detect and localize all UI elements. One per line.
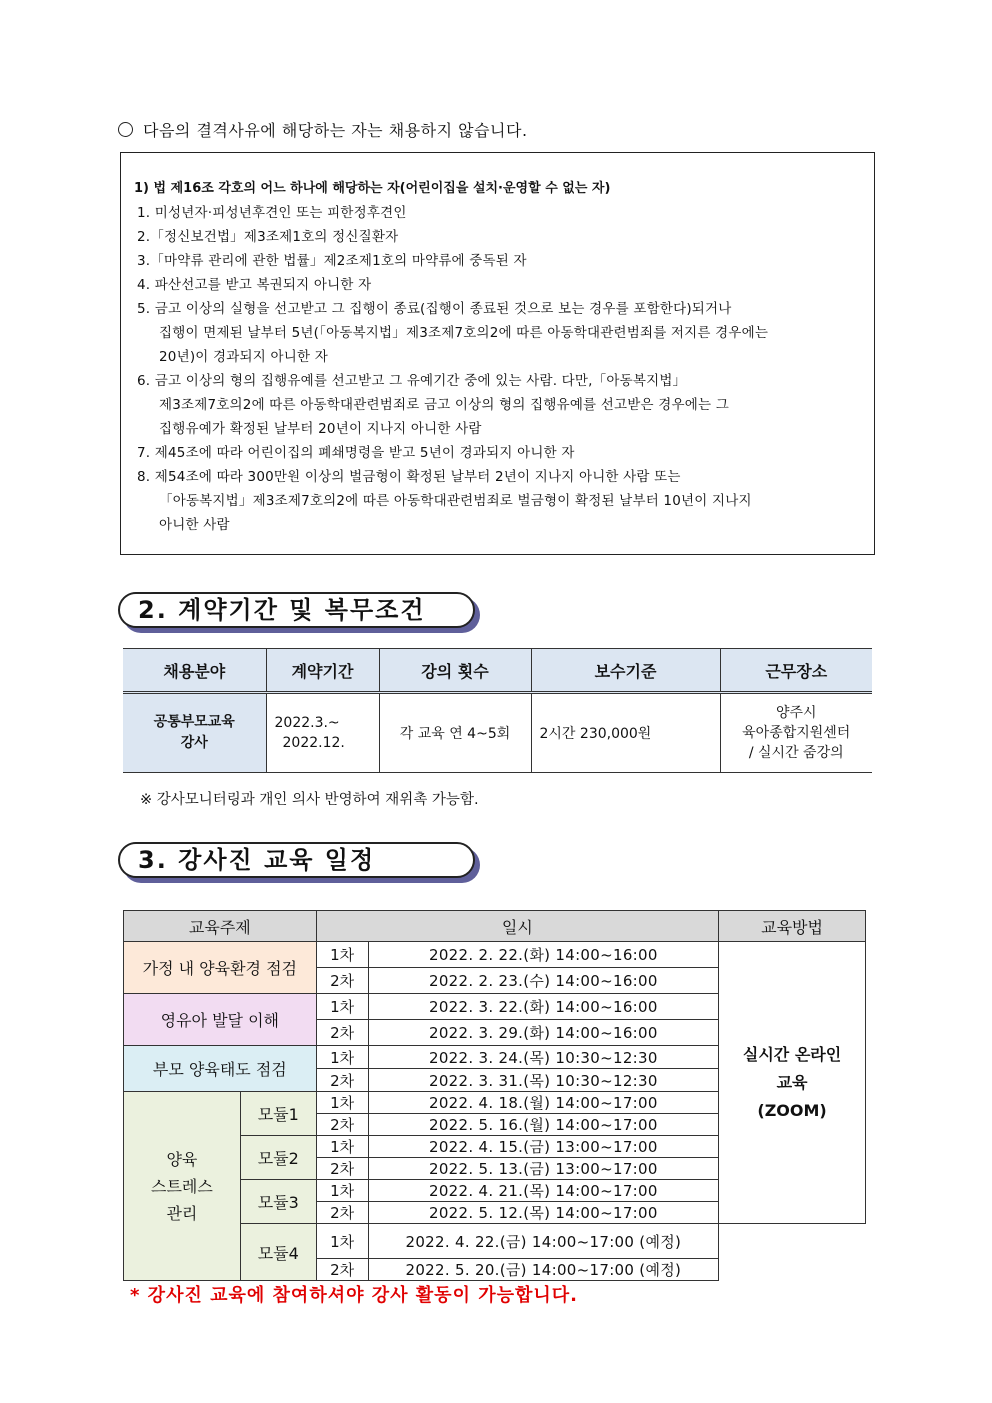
- header-period: 계약기간: [266, 649, 379, 693]
- header-count: 강의 횟수: [379, 649, 531, 693]
- disqualification-intro: [118, 118, 528, 141]
- field-line: 공통부모교육: [153, 714, 235, 730]
- stress-line: 양육: [166, 1149, 198, 1169]
- header-field: 채용분야: [123, 649, 266, 693]
- schedule-header-row: [124, 911, 866, 942]
- disq-item-2: 2.「정신보건법」제3조제1호의 정신질환자: [137, 229, 399, 245]
- table-row: [124, 942, 866, 968]
- session-order: 2차: [316, 1020, 368, 1046]
- cell-count: 각 교육 연 4~5회: [379, 693, 531, 773]
- session-datetime: 2022. 4. 21.(목) 14:00~17:00: [368, 1180, 719, 1202]
- place-line: 육아종합지원센터: [742, 725, 851, 741]
- disq-item-3: 3.「마약류 관리에 관한 법률」제2조제1호의 마약류에 중독된 자: [137, 253, 527, 269]
- disqualification-heading: 1) 법 제16조 각호의 어느 하나에 해당하는 자(어린이집을 설치·운영할 수 없는 자): [134, 181, 611, 196]
- cell-field: [123, 693, 266, 773]
- disq-item-5-cont: 집행이 면제된 날부터 5년(「아동복지법」제3조제7호의2에 따른 아동학대관련범죄를 저지른 경우에는: [159, 325, 769, 341]
- cell-period: [266, 693, 379, 773]
- header-datetime: 일시: [316, 911, 718, 942]
- disq-item-5-cont: 20년)이 경과되지 아니한 자: [159, 349, 328, 365]
- stress-line: 관리: [166, 1203, 198, 1223]
- module-2: 모듈2: [240, 1136, 316, 1180]
- disq-item-6-cont: 제3조제7호의2에 따른 아동학대관련범죄로 금고 이상의 형의 집행유예를 선고받은 경우에는 그: [159, 397, 729, 413]
- disq-item-8-cont: 「아동복지법」제3조제7호의2에 따른 아동학대관련범죄로 벌금형이 확정된 날부터 10년이 지나지: [159, 493, 752, 509]
- session-order: 1차: [316, 1136, 368, 1158]
- header-method: 교육방법: [719, 911, 866, 942]
- disq-item-6: 6. 금고 이상의 형의 집행유예를 선고받고 그 유예기간 중에 있는 사람. 다만,「아동복지법」: [137, 373, 687, 389]
- topic-stress-management: [124, 1092, 241, 1281]
- session-order: 1차: [316, 1046, 368, 1069]
- disq-item-7: 7. 제45조에 따라 어린이집의 폐쇄명령을 받고 5년이 경과되지 아니한 자: [137, 445, 575, 461]
- disq-item-5: 5. 금고 이상의 실형을 선고받고 그 집행이 종료(집행이 종료된 것으로 보는 경우를 포함한다)되거나: [137, 301, 732, 317]
- disqualification-box: [120, 152, 875, 555]
- session-order: 2차: [316, 1114, 368, 1136]
- session-order: 2차: [316, 1069, 368, 1092]
- section-2-title: 2. 계약기간 및 복무조건: [118, 592, 475, 628]
- session-datetime: 2022. 3. 31.(목) 10:30~12:30: [368, 1069, 719, 1092]
- session-order: 2차: [316, 968, 368, 994]
- period-line: 2022.3.~: [274, 715, 340, 731]
- session-order: 2차: [316, 1202, 368, 1224]
- method-line: (ZOOM): [757, 1100, 827, 1120]
- cell-pay: 2시간 230,000원: [531, 693, 720, 773]
- module-3: 모듈3: [240, 1180, 316, 1224]
- session-datetime: 2022. 3. 29.(화) 14:00~16:00: [368, 1020, 719, 1046]
- session-datetime: 2022. 5. 20.(금) 14:00~17:00 (예정): [368, 1259, 719, 1281]
- session-datetime: 2022. 4. 22.(금) 14:00~17:00 (예정): [368, 1224, 719, 1259]
- reappointment-note: ※ 강사모니터링과 개인 의사 반영하여 재위촉 가능함.: [140, 792, 479, 808]
- contract-header-row: [123, 649, 872, 693]
- session-order: 1차: [316, 994, 368, 1020]
- disq-item-1: 1. 미성년자·피성년후견인 또는 피한정후견인: [137, 205, 407, 221]
- header-topic: 교육주제: [124, 911, 317, 942]
- field-line: 강사: [180, 735, 208, 751]
- method-line: 교육: [776, 1072, 808, 1092]
- section-3-title: 3. 강사진 교육 일정: [118, 842, 475, 878]
- module-1: 모듈1: [240, 1092, 316, 1136]
- circle-bullet-icon: [118, 122, 133, 137]
- topic-home-environment: 가정 내 양육환경 점검: [124, 942, 317, 994]
- disq-item-4: 4. 파산선고를 받고 복권되지 아니한 자: [137, 277, 372, 293]
- training-footnote: * 강사진 교육에 참여하셔야 강사 활동이 가능합니다.: [130, 1285, 578, 1306]
- session-datetime: 2022. 2. 23.(수) 14:00~16:00: [368, 968, 719, 994]
- stress-line: 스트레스: [150, 1176, 213, 1196]
- session-datetime: 2022. 4. 18.(월) 14:00~17:00: [368, 1092, 719, 1114]
- disq-item-6-cont: 집행유예가 확정된 날부터 20년이 지나지 아니한 사람: [159, 421, 482, 437]
- session-order: 2차: [316, 1259, 368, 1281]
- period-line: 2022.12.: [282, 735, 345, 751]
- method-line: 실시간 온라인: [742, 1044, 842, 1064]
- session-order: 1차: [316, 1092, 368, 1114]
- header-place: 근무장소: [720, 649, 872, 693]
- session-order: 1차: [316, 1224, 368, 1259]
- intro-text: 다음의 결격사유에 해당하는 자는 채용하지 않습니다.: [143, 121, 528, 140]
- disq-item-8: 8. 제54조에 따라 300만원 이상의 벌금형이 확정된 날부터 2년이 지나지 아니한 사람 또는: [137, 469, 681, 485]
- session-datetime: 2022. 5. 16.(월) 14:00~17:00: [368, 1114, 719, 1136]
- header-pay: 보수기준: [531, 649, 720, 693]
- session-datetime: 2022. 5. 13.(금) 13:00~17:00: [368, 1158, 719, 1180]
- cell-place: [720, 693, 872, 773]
- session-datetime: 2022. 3. 22.(화) 14:00~16:00: [368, 994, 719, 1020]
- module-4: 모듈4: [240, 1224, 316, 1281]
- session-datetime: 2022. 3. 24.(목) 10:30~12:30: [368, 1046, 719, 1069]
- place-line: 양주시: [775, 705, 817, 721]
- disq-item-8-cont: 아니한 사람: [159, 517, 230, 533]
- session-datetime: 2022. 2. 22.(화) 14:00~16:00: [368, 942, 719, 968]
- schedule-table: [123, 910, 866, 1281]
- session-order: 2차: [316, 1158, 368, 1180]
- session-datetime: 2022. 5. 12.(목) 14:00~17:00: [368, 1202, 719, 1224]
- session-order: 1차: [316, 1180, 368, 1202]
- topic-development: 영유아 발달 이해: [124, 994, 317, 1046]
- contract-row: [123, 693, 872, 773]
- session-order: 1차: [316, 942, 368, 968]
- topic-parenting-attitude: 부모 양육태도 점검: [124, 1046, 317, 1092]
- session-datetime: 2022. 4. 15.(금) 13:00~17:00: [368, 1136, 719, 1158]
- method-cell: [719, 942, 866, 1224]
- place-line: / 실시간 줌강의: [748, 745, 844, 761]
- contract-table: [123, 648, 872, 773]
